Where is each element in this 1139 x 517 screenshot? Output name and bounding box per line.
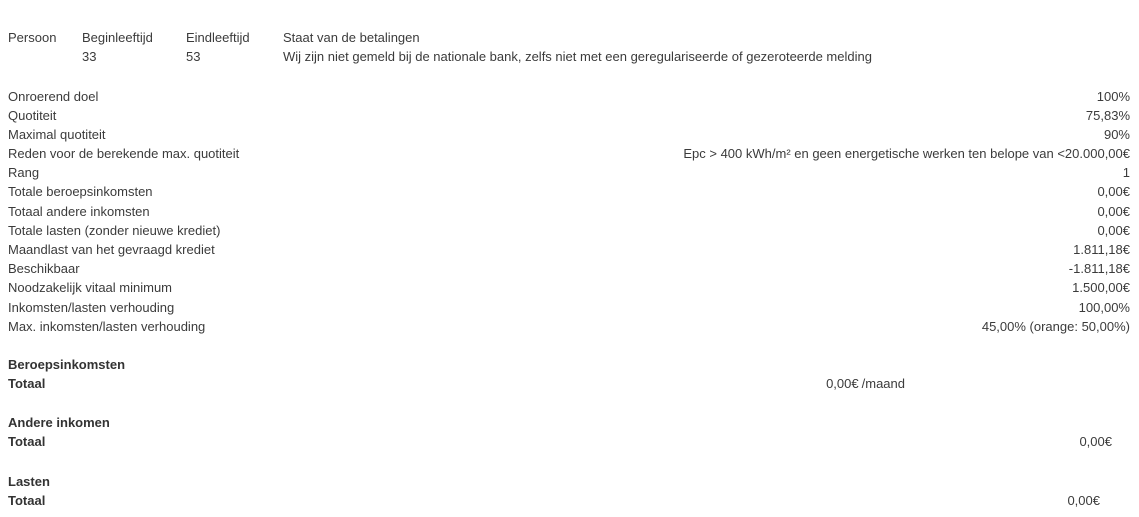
total-value: [826, 374, 905, 393]
summary-label: Totale beroepsinkomsten: [8, 184, 153, 200]
section-beroepsinkomsten: [0, 355, 1139, 393]
summary-label: Max. inkomsten/lasten verhouding: [8, 318, 206, 334]
section-title: Andere inkomen: [8, 415, 110, 430]
section-total-row: [0, 432, 1139, 451]
summary-value: 75,83%: [1085, 107, 1130, 123]
total-value: 0,00€: [1079, 434, 1112, 450]
summary-row-maximal-quotiteit: [0, 125, 1139, 144]
summary-row-totaal-andere-inkomsten: [0, 202, 1139, 221]
summary-row-max-inkomsten-lasten-verhouding: [0, 317, 1139, 336]
summary-label: Totaal andere inkomsten: [8, 203, 150, 219]
section-andere-inkomen: [0, 413, 1139, 451]
summary-value: Epc > 400 kWh/m² en geen energetische werken ten belope van <20.000,00€: [683, 146, 1130, 162]
summary-value: 0,00€: [1097, 222, 1130, 238]
summary-row-rang: [0, 163, 1139, 182]
cell-eindleeftijd: 53: [186, 49, 201, 65]
summary-label: Maandlast van het gevraagd krediet: [8, 242, 215, 257]
cell-staat-van-de-betalingen: Wij zijn niet gemeld bij de nationale bank, zelfs niet met een geregulariseerde of gezeroteerde melding: [283, 49, 872, 65]
summary-label: Reden voor de berekende max. quotiteit: [8, 146, 240, 162]
summary-value: 0,00€: [1097, 184, 1130, 200]
section-title: Beroepsinkomsten: [8, 357, 126, 372]
summary-label: Inkomsten/lasten verhouding: [8, 299, 175, 315]
summary-list: [0, 87, 1139, 336]
summary-row-totale-beroepsinkomsten: [0, 182, 1139, 201]
total-unit: /maand: [861, 376, 905, 392]
summary-row-totale-lasten: [0, 221, 1139, 240]
section-total-row: [0, 491, 1139, 510]
summary-label: Quotiteit: [8, 107, 57, 123]
section-total-row: [0, 374, 1139, 393]
summary-value: 1.500,00€: [1072, 280, 1130, 296]
summary-row-onroerend-doel: [0, 87, 1139, 106]
summary-row-vitaal-minimum: [0, 278, 1139, 297]
header-staat-van-de-betalingen: Staat van de betalingen: [283, 30, 420, 45]
summary-value: 90%: [1103, 126, 1130, 142]
header-beginleeftijd: Beginleeftijd: [82, 30, 153, 45]
summary-label: Noodzakelijk vitaal minimum: [8, 280, 172, 296]
summary-value: -1.811,18€: [1068, 261, 1130, 277]
summary-label: Maximal quotiteit: [8, 126, 106, 142]
summary-label: Totale lasten (zonder nieuwe krediet): [8, 222, 221, 238]
section-title: Lasten: [8, 474, 50, 489]
person-table-data-row: [0, 47, 1139, 66]
total-label: Totaal: [8, 434, 46, 450]
summary-row-quotiteit: [0, 106, 1139, 125]
summary-row-maandlast: [0, 240, 1139, 259]
summary-value: 1: [1122, 165, 1130, 181]
section-lasten: [0, 472, 1139, 510]
total-label: Totaal: [8, 493, 46, 509]
header-eindleeftijd: Eindleeftijd: [186, 30, 250, 45]
summary-row-inkomsten-lasten-verhouding: [0, 298, 1139, 317]
summary-row-reden-max-quotiteit: [0, 144, 1139, 163]
summary-label: Rang: [8, 165, 40, 181]
summary-label: Beschikbaar: [8, 261, 80, 277]
summary-row-beschikbaar: [0, 259, 1139, 278]
summary-value: 0,00€: [1097, 203, 1130, 219]
summary-value: 1.811,18€: [1073, 242, 1130, 257]
total-amount: 0,00€: [826, 376, 859, 392]
header-persoon: Persoon: [8, 30, 57, 45]
total-value: 0,00€: [1067, 493, 1100, 509]
summary-value: 100,00%: [1078, 299, 1130, 315]
cell-beginleeftijd: 33: [82, 49, 97, 65]
total-label: Totaal: [8, 376, 46, 392]
summary-label: Onroerend doel: [8, 88, 99, 104]
summary-value: 100%: [1096, 88, 1130, 104]
summary-value: 45,00% (orange: 50,00%): [981, 318, 1130, 334]
person-table: [0, 28, 1139, 66]
person-table-header-row: [0, 28, 1139, 47]
